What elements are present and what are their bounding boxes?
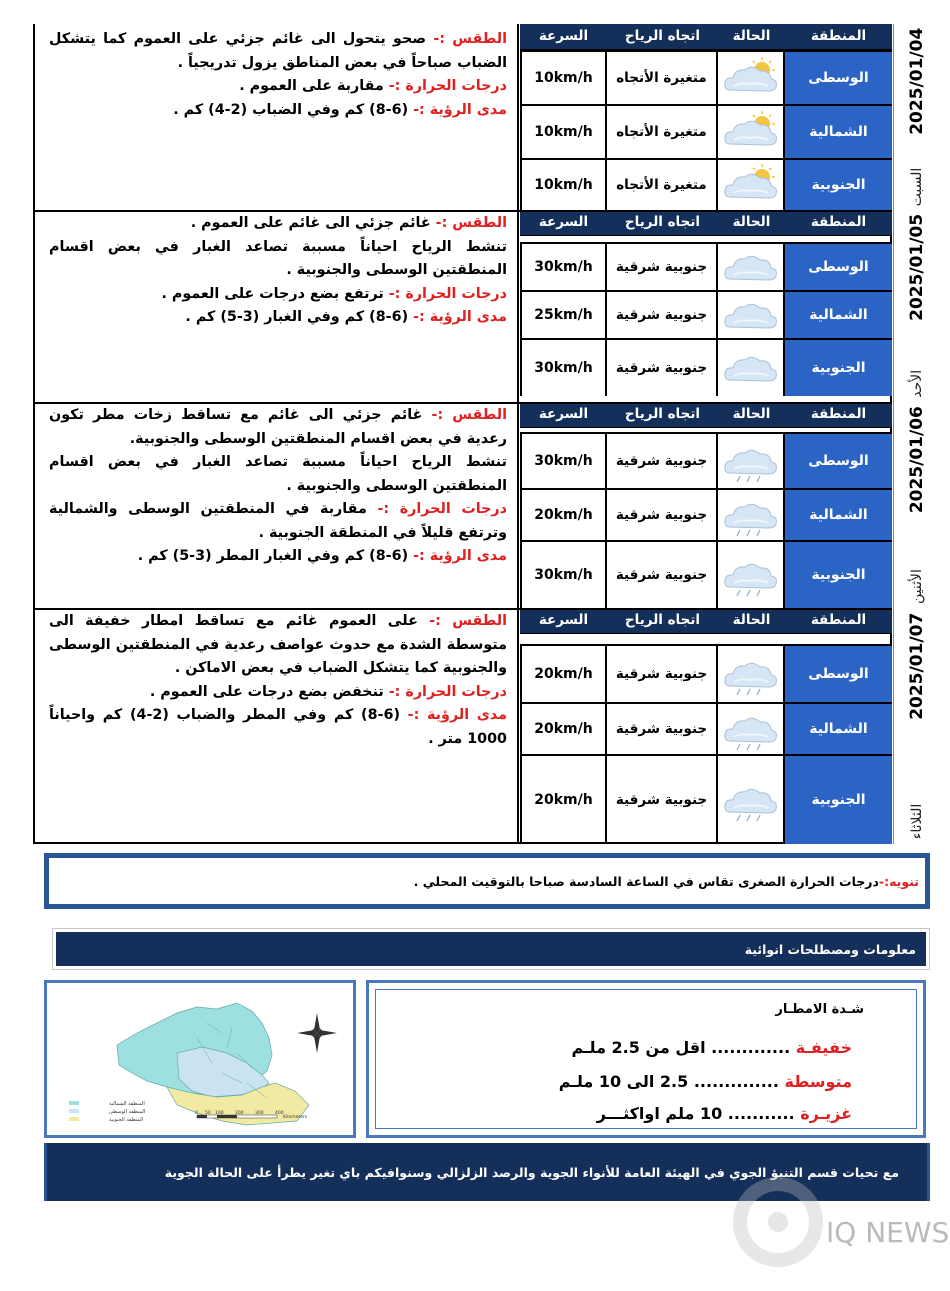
- region-row: [520, 242, 892, 290]
- temp-line: درجات الحرارة :- مقاربة في المنطقتين الوسطى والشمالية وترتفع قليلاً في المنطقة الجنوبية .: [49, 501, 507, 541]
- iraq-map: [44, 980, 356, 1138]
- sun-cloud-icon: [718, 160, 785, 210]
- wind-direction: جنوبية شرقية: [607, 244, 718, 290]
- day-forecast-text: [35, 210, 519, 402]
- sun-cloud-icon: [718, 52, 785, 104]
- day-name: الأثنين: [909, 568, 925, 604]
- wind-direction: متغيرة الأتجاه: [607, 106, 718, 158]
- sun-cloud-icon: [718, 106, 785, 158]
- region-row: [520, 540, 892, 608]
- rain-cloud-icon: [718, 490, 785, 540]
- region-row: [520, 702, 892, 754]
- scale-tick-label: 300: [255, 1111, 264, 1116]
- rain-cloud-icon: [718, 646, 785, 702]
- day-name: الثلاثاء: [909, 803, 925, 840]
- day-region-grid: [520, 210, 892, 402]
- info-title: معلومات ومصطلحات انوائية: [56, 932, 926, 966]
- header-region: المنطقة: [810, 406, 867, 422]
- watermark-logo: [728, 1172, 828, 1272]
- cloud-icon: [718, 244, 785, 290]
- legend-south: المنطقة الجنوبية: [109, 1117, 144, 1123]
- extra-line: تنشط الرياح احياناً مسببة تصاعد الغبار في بعض اقسام المنطقتين الوسطى والجنوبية .: [49, 238, 507, 278]
- cloud-icon: [718, 292, 785, 338]
- region-name: الشمالية: [785, 292, 892, 338]
- region-name: الوسطى: [785, 434, 892, 488]
- visibility-line: مدى الرؤية :- (6-8) كم وفي الضباب (2-4) كم .: [173, 101, 507, 118]
- header-direction: اتجاه الرياح: [624, 28, 701, 44]
- wind-speed: 30km/h: [520, 542, 607, 608]
- region-name: الشمالية: [785, 704, 892, 754]
- header-state: الحالة: [732, 612, 771, 628]
- weather-line: الطقس :- على العموم غائم مع تساقط امطار خفيفة الى متوسطة الشدة مع حدوث عواصف رعدية في المنطقتين الوسطى والجنوبية كما يتشكل الضباب في بعض الاماكن .: [49, 613, 507, 676]
- header-state: الحالة: [732, 28, 771, 44]
- day-region-grid: [520, 402, 892, 608]
- extra-line: تنشط الرياح احياناً مسببة تصاعد الغبار في بعض اقسام المنطقتين الوسطى والجنوبية .: [49, 454, 507, 494]
- scale-tick-label: 400: [275, 1111, 284, 1116]
- map-legend: [69, 1101, 145, 1123]
- scale-tick-label: 0: [195, 1111, 198, 1116]
- rain-title: شـدة الامطـار: [775, 1002, 864, 1017]
- wind-speed: 20km/h: [520, 704, 607, 754]
- day-date: 2025/01/04: [907, 27, 927, 135]
- rain-cloud-icon: [718, 542, 785, 608]
- visibility-line: مدى الرؤية :- (6-8) كم وفي الغبار المطر (3-5) كم .: [137, 548, 507, 564]
- day-label: [893, 608, 938, 844]
- wind-speed: 30km/h: [520, 340, 607, 396]
- day-block-0: [35, 24, 892, 210]
- wind-direction: جنوبية شرقية: [607, 756, 718, 844]
- note-text: درجات الحرارة الصغرى تقاس في الساعة السادسة صباحا بالتوقيت المحلي .: [413, 873, 879, 889]
- region-name: الجنوبية: [785, 340, 892, 396]
- scale-tick-label: 50: [205, 1111, 211, 1116]
- header-speed: السرعة: [538, 28, 589, 44]
- day-date: 2025/01/05: [907, 213, 927, 321]
- day-name: الأحد: [909, 370, 925, 399]
- header-direction: اتجاه الرياح: [624, 406, 701, 422]
- forecast-table: [33, 24, 892, 844]
- rain-light: خفيفـة ............. اقل من 2.5 ملـم: [571, 1038, 852, 1057]
- cloud-icon: [718, 340, 785, 396]
- region-name: الوسطى: [785, 244, 892, 290]
- region-row: [520, 644, 892, 702]
- header-region: المنطقة: [810, 612, 867, 628]
- scale-tick-label: 100: [215, 1111, 224, 1116]
- wind-speed: 10km/h: [520, 52, 607, 104]
- header-direction: اتجاه الرياح: [624, 214, 701, 230]
- region-name: الجنوبية: [785, 160, 892, 210]
- day-label: [893, 402, 938, 608]
- day-block-1: [35, 210, 892, 402]
- wind-speed: 20km/h: [520, 490, 607, 540]
- wind-speed: 10km/h: [520, 106, 607, 158]
- header-speed: السرعة: [538, 406, 589, 422]
- header-speed: السرعة: [538, 214, 589, 230]
- note-label: تنويه:-: [878, 873, 919, 889]
- region-name: الوسطى: [785, 52, 892, 104]
- header-region: المنطقة: [810, 214, 867, 230]
- region-name: الشمالية: [785, 106, 892, 158]
- wind-speed: 10km/h: [520, 160, 607, 210]
- region-name: الشمالية: [785, 490, 892, 540]
- rain-cloud-icon: [718, 434, 785, 488]
- temp-line: درجات الحرارة :- ترتفع بضع درجات على العموم .: [161, 285, 507, 302]
- visibility-line: مدى الرؤية :- (6-8) كم وفي المطر والضباب (2-4) كم واحياناً 1000 متر .: [49, 707, 508, 747]
- day-separator: [35, 608, 892, 610]
- wind-direction: جنوبية شرقية: [607, 704, 718, 754]
- legend-north: المنطقة الشمالية: [109, 1101, 145, 1107]
- header-speed: السرعة: [538, 612, 589, 628]
- wind-direction: جنوبية شرقية: [607, 646, 718, 702]
- day-region-grid: [520, 24, 892, 210]
- temp-line: درجات الحرارة :- تنخفض بضع درجات على العموم .: [149, 683, 507, 700]
- wind-direction: جنوبية شرقية: [607, 292, 718, 338]
- grid-header: [520, 608, 892, 634]
- weather-line: الطقس :- غائم جزئي الى غائم على العموم .: [190, 215, 507, 231]
- region-row: [520, 104, 892, 158]
- region-row: [520, 50, 892, 104]
- wind-direction: جنوبية شرقية: [607, 542, 718, 608]
- day-separator: [35, 210, 892, 212]
- region-row: [520, 158, 892, 210]
- header-region: المنطقة: [810, 28, 867, 44]
- compass-rose-icon: [297, 1013, 337, 1053]
- temp-line: درجات الحرارة :- مقاربة على العموم .: [239, 78, 507, 94]
- legend-middle: المنطقة الوسطى: [109, 1109, 146, 1115]
- day-forecast-text: [35, 24, 519, 210]
- rain-intensity-box: [366, 980, 926, 1138]
- day-block-2: [35, 402, 892, 608]
- region-name: الجنوبية: [785, 756, 892, 844]
- grid-header: [520, 402, 892, 428]
- wind-direction: جنوبية شرقية: [607, 490, 718, 540]
- visibility-line: مدى الرؤية :- (6-8) كم وفي الغبار (3-5) كم .: [185, 309, 507, 325]
- wind-direction: جنوبية شرقية: [607, 434, 718, 488]
- region-row: [520, 432, 892, 488]
- header-state: الحالة: [732, 214, 771, 230]
- day-forecast-text: [35, 608, 519, 844]
- wind-direction: متغيرة الأتجاه: [607, 52, 718, 104]
- header-state: الحالة: [732, 406, 771, 422]
- day-date: 2025/01/06: [907, 406, 927, 514]
- note-box: [44, 853, 930, 909]
- map-graphic: [47, 983, 353, 1135]
- region-name: الوسطى: [785, 646, 892, 702]
- watermark-text: IQ NEWS: [826, 1216, 950, 1249]
- wind-speed: 30km/h: [520, 244, 607, 290]
- region-row: [520, 290, 892, 338]
- day-region-grid: [520, 608, 892, 844]
- info-header: [52, 928, 930, 970]
- weather-line: الطقس :- صحو يتحول الى غائم جزئي على العموم كما يتشكل الضباب صباحاً في بعض المناطق يزول تدريجياً .: [49, 31, 508, 71]
- rain-moderate: متوسطة .............. 2.5 الى 10 ملـم: [558, 1072, 852, 1091]
- region-row: [520, 338, 892, 396]
- region-name: الجنوبية: [785, 542, 892, 608]
- rain-cloud-icon: [718, 756, 785, 844]
- wind-speed: 25km/h: [520, 292, 607, 338]
- region-row: [520, 754, 892, 844]
- wind-speed: 30km/h: [520, 434, 607, 488]
- scale-unit: Kilometers: [283, 1115, 308, 1120]
- grid-header: [520, 24, 892, 50]
- weather-line: الطقس :- غائم جزئي الى غائم مع تساقط زخات مطر تكون رعدية في بعض اقسام المنطقتين الوسطى والجنوبية.: [49, 407, 508, 447]
- header-direction: اتجاه الرياح: [624, 612, 701, 628]
- scale-tick-label: 200: [235, 1111, 244, 1116]
- grid-header: [520, 210, 892, 236]
- day-forecast-text: [35, 402, 519, 608]
- wind-speed: 20km/h: [520, 756, 607, 844]
- rain-cloud-icon: [718, 704, 785, 754]
- wind-direction: متغيرة الأتجاه: [607, 160, 718, 210]
- day-name: السبت: [909, 167, 925, 207]
- day-label: [893, 210, 938, 402]
- day-label: [893, 24, 938, 210]
- rain-heavy: غزيـرة ........... 10 ملم اواكثـــر: [596, 1104, 852, 1123]
- day-separator: [35, 402, 892, 404]
- wind-speed: 20km/h: [520, 646, 607, 702]
- day-block-3: [35, 608, 892, 844]
- footer-text: مع تحيات قسم التنبؤ الجوي في الهيئة العامة للأنواء الجوية والرصد الزلزالي وسنوافيكم باي تغير يطرأ على الحالة الجوية: [47, 1143, 927, 1201]
- day-date: 2025/01/07: [907, 612, 927, 720]
- region-row: [520, 488, 892, 540]
- wind-direction: جنوبية شرقية: [607, 340, 718, 396]
